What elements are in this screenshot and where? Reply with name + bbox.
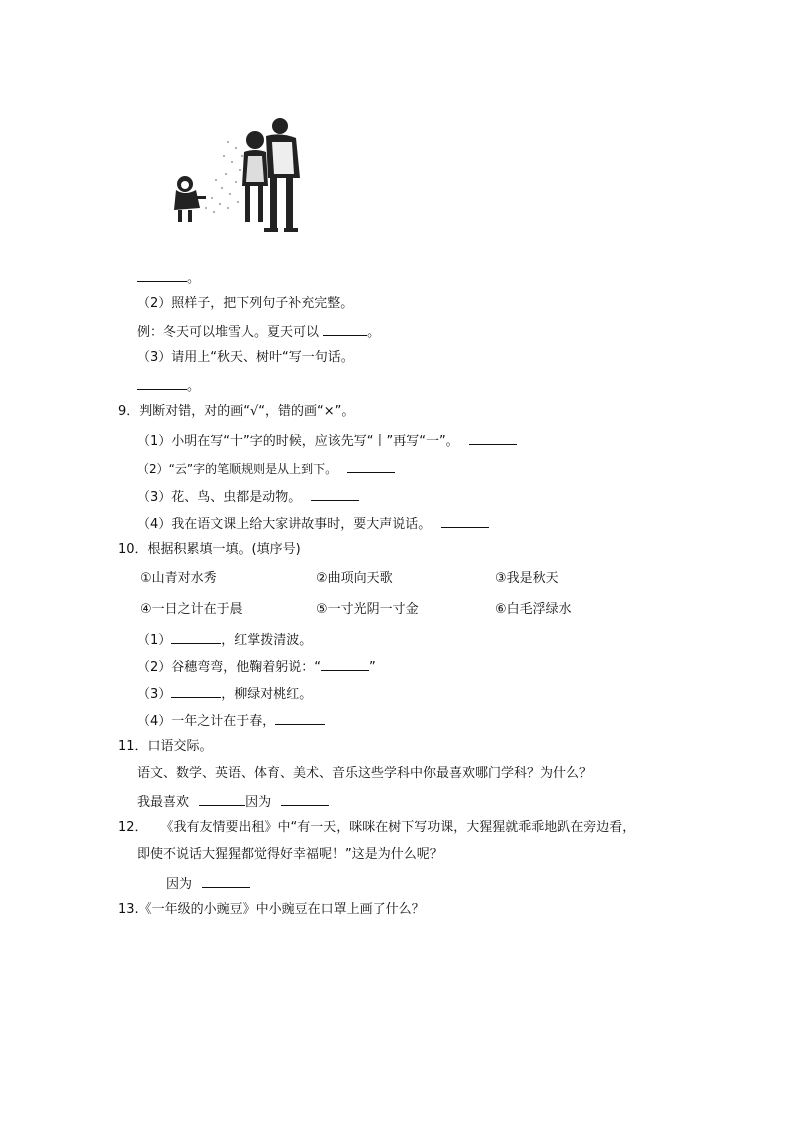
q10-title: 10．根据积累填一填。(填序号) (118, 542, 301, 557)
q10-option: ④一日之计在于晨 (140, 602, 243, 617)
answer-blank[interactable] (202, 874, 250, 888)
answer-blank[interactable] (137, 376, 187, 390)
q8-sub2: （2）照样子，把下列句子补充完整。 (137, 296, 354, 311)
q11-question: 语文、数学、英语、体育、美术、音乐这些学科中你最喜欢哪门学科？为什么？ (137, 766, 593, 781)
answer-blank[interactable] (275, 711, 325, 725)
q8-example: 例：冬天可以堆雪人。夏天可以 。 (137, 322, 380, 342)
answer-blank[interactable] (199, 792, 245, 806)
q10-option: ⑤一寸光阴一寸金 (316, 602, 419, 617)
q10-item-4: （4）一年之计在于春， (137, 711, 325, 731)
q8-answer-line-2: 。 (137, 376, 200, 396)
q9-item-2: （2）“云”字的笔顺规则是从上到下。 (137, 459, 395, 478)
answer-blank[interactable] (311, 487, 359, 501)
answer-blank[interactable] (441, 514, 489, 528)
answer-blank[interactable] (321, 657, 369, 671)
q10-option: ③我是秋天 (495, 571, 559, 586)
q12-title: 12． 《我有友情要出租》中“有一天，咪咪在树下写功课，大猩猩就乖乖地趴在旁边看， (118, 820, 636, 835)
answer-blank[interactable] (347, 459, 395, 473)
answer-blank[interactable] (171, 684, 221, 698)
answer-blank[interactable] (323, 322, 367, 336)
q8-sub3: （3）请用上“秋天、树叶“写一句话。 (137, 350, 354, 365)
answer-blank[interactable] (171, 630, 221, 644)
q10-option: ①山青对水秀 (140, 571, 217, 586)
answer-blank[interactable] (281, 792, 329, 806)
q9-item-3: （3）花、鸟、虫都是动物。 (137, 487, 359, 507)
answer-blank[interactable] (137, 268, 187, 282)
q9-title: 9．判断对错，对的画“√“，错的画“×”。 (118, 404, 355, 419)
q13-title: 13.《一年级的小豌豆》中小豌豆在口罩上画了什么？ (118, 902, 425, 917)
q10-item-2: （2）谷穗弯弯，他鞠着躬说：“ ” (137, 657, 376, 677)
q11-title: 11．口语交际。 (118, 739, 213, 754)
children-walking-illustration (166, 112, 312, 244)
q9-item-1: （1）小明在写“十”字的时候，应该先写“丨”再写“一”。 (137, 431, 517, 451)
q12-line-2: 即使不说话大猩猩都觉得好幸福呢！”这是为什么呢？ (137, 847, 443, 862)
q8-answer-line-1: 。 (137, 268, 200, 288)
q10-option: ②曲项向天歌 (316, 571, 393, 586)
answer-blank[interactable] (469, 431, 517, 445)
q10-item-1: （1） ，红掌拨清波。 (137, 630, 312, 650)
q11-answer: 我最喜欢 因为 (137, 792, 329, 812)
q10-item-3: （3） ，柳绿对桃红。 (137, 684, 312, 704)
q12-answer: 因为 (166, 874, 250, 894)
q10-option: ⑥白毛浮绿水 (495, 602, 572, 617)
q9-item-4: （4）我在语文课上给大家讲故事时，要大声说话。 (137, 514, 489, 534)
